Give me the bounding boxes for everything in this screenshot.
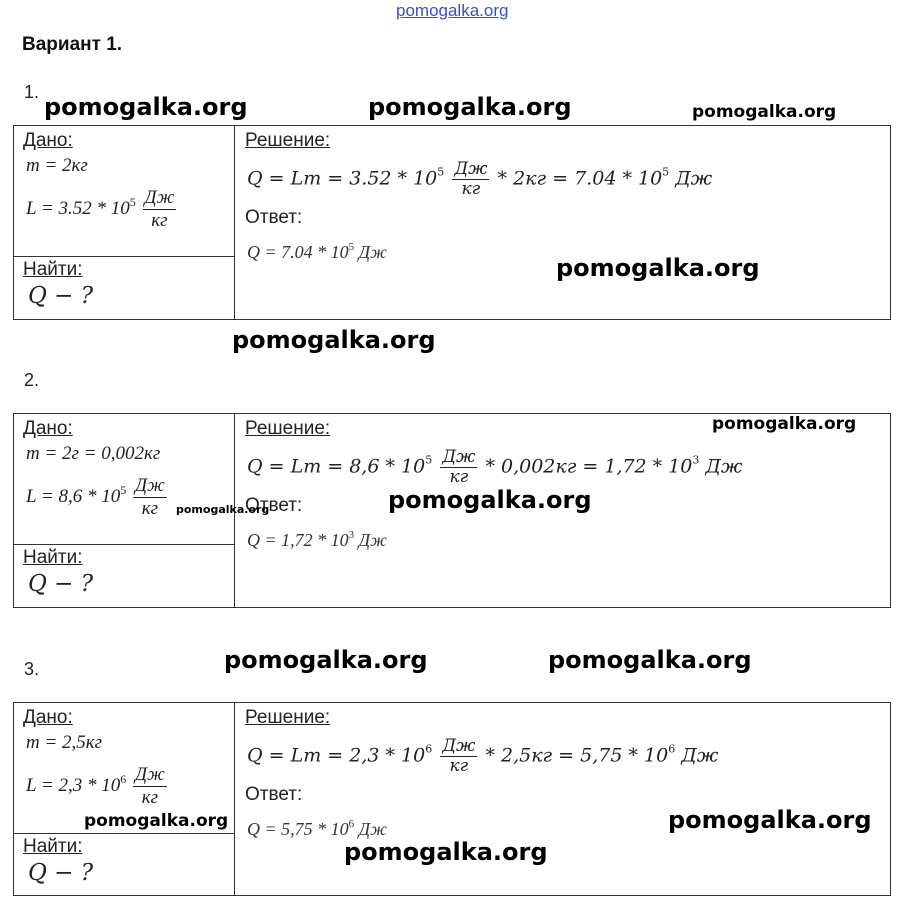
answer-value — [247, 818, 387, 840]
given-heat-coef: L = 2,3 * 10 — [26, 775, 121, 797]
given-section — [14, 126, 234, 257]
given-label: Дано: — [23, 707, 73, 728]
site-link[interactable]: pomogalka.org — [396, 1, 509, 20]
unit-fraction — [133, 476, 167, 520]
answer-unit: Дж — [354, 819, 387, 839]
watermark: pomogalka.org — [712, 414, 857, 434]
solution-column — [235, 703, 890, 895]
given-heat — [26, 765, 169, 809]
unit-fraction — [143, 188, 177, 232]
answer-label: Ответ: — [245, 495, 303, 516]
find-label: Найти: — [23, 547, 83, 568]
answer-value — [247, 529, 387, 551]
unit-numerator: Дж — [454, 159, 488, 179]
equation-exp: 5 — [437, 165, 445, 179]
given-heat — [26, 476, 169, 520]
result-exp: 3 — [692, 453, 700, 467]
find-label: Найти: — [23, 836, 83, 857]
unit-denominator: кг — [449, 466, 469, 487]
given-heat-exp: 5 — [129, 195, 136, 210]
unit-numerator: Дж — [442, 736, 476, 756]
answer-exp: 3 — [348, 529, 355, 541]
watermark: pomogalka.org — [368, 93, 572, 121]
answer-coef: Q = 7.04 * 10 — [247, 242, 349, 262]
variant-title: Вариант 1. — [22, 34, 123, 55]
result-unit: Дж — [669, 167, 713, 190]
watermark: pomogalka.org — [84, 811, 229, 831]
unit-numerator: Дж — [144, 187, 175, 208]
find-quantity: Q − ? — [28, 571, 94, 597]
watermark: pomogalka.org — [548, 646, 752, 674]
find-quantity: Q − ? — [28, 860, 94, 886]
answer-exp: 6 — [348, 818, 355, 830]
equation-right: * 0,002кг = 1,72 * 10 — [485, 455, 693, 478]
answer-unit: Дж — [354, 530, 387, 550]
unit-fraction — [440, 448, 477, 487]
equation-right: * 2,5кг = 5,75 * 10 — [485, 744, 669, 767]
watermark: pomogalka.org — [388, 486, 592, 514]
solution-equation — [247, 160, 712, 199]
unit-denominator: кг — [141, 497, 159, 519]
watermark: pomogalka.org — [556, 254, 760, 282]
watermark: pomogalka.org — [344, 838, 548, 866]
solution-equation — [247, 448, 742, 487]
task-1-table — [13, 125, 891, 320]
unit-denominator: кг — [449, 755, 469, 776]
answer-coef: Q = 1,72 * 10 — [247, 530, 349, 550]
solution-column — [235, 126, 890, 319]
given-mass: m = 2кг — [26, 155, 88, 176]
answer-label: Ответ: — [245, 784, 303, 805]
given-mass: m = 2г = 0,002кг — [26, 443, 161, 464]
solution-label: Решение: — [245, 418, 331, 439]
given-heat — [26, 188, 178, 232]
given-heat-exp: 5 — [120, 483, 127, 498]
equation-exp: 5 — [425, 453, 433, 467]
result-exp: 5 — [662, 165, 670, 179]
equation-left: Q = Lm = 8,6 * 10 — [247, 455, 426, 478]
task-3-table — [13, 702, 891, 896]
equation-right: * 2кг = 7.04 * 10 — [497, 167, 663, 190]
result-unit: Дж — [675, 744, 719, 767]
given-heat-coef: L = 3.52 * 10 — [26, 198, 130, 220]
given-mass: m = 2,5кг — [26, 732, 103, 753]
result-exp: 6 — [668, 742, 676, 756]
solution-equation — [247, 737, 718, 776]
given-column — [14, 126, 235, 319]
answer-unit: Дж — [354, 242, 387, 262]
unit-fraction — [452, 160, 489, 199]
unit-numerator: Дж — [135, 475, 165, 496]
equation-exp: 6 — [425, 742, 433, 756]
answer-value — [247, 241, 387, 263]
given-label: Дано: — [23, 418, 73, 439]
solution-label: Решение: — [245, 130, 331, 151]
unit-denominator: кг — [141, 786, 159, 808]
answer-label: Ответ: — [245, 207, 303, 228]
watermark: pomogalka.org — [668, 806, 872, 834]
unit-denominator: кг — [151, 209, 168, 231]
equation-left: Q = Lm = 3.52 * 10 — [247, 167, 438, 190]
unit-numerator: Дж — [135, 764, 165, 785]
unit-denominator: кг — [461, 178, 481, 199]
answer-coef: Q = 5,75 * 10 — [247, 819, 349, 839]
given-heat-coef: L = 8,6 * 10 — [26, 486, 121, 508]
watermark: pomogalka.org — [44, 93, 248, 121]
find-label: Найти: — [23, 259, 83, 280]
unit-fraction — [133, 765, 167, 809]
equation-left: Q = Lm = 2,3 * 10 — [247, 744, 426, 767]
given-label: Дано: — [23, 130, 73, 151]
task-number: 3. — [24, 659, 40, 679]
answer-exp: 5 — [348, 241, 355, 253]
given-heat-exp: 6 — [120, 772, 127, 787]
task-number: 1. — [24, 82, 40, 102]
watermark: pomogalka.org — [692, 102, 837, 122]
find-quantity: Q − ? — [28, 283, 94, 309]
task-number: 2. — [24, 370, 40, 390]
result-unit: Дж — [699, 455, 743, 478]
watermark: pomogalka.org — [224, 646, 428, 674]
given-column — [14, 703, 235, 895]
given-section — [14, 414, 234, 545]
solution-label: Решение: — [245, 707, 331, 728]
unit-numerator: Дж — [442, 447, 476, 467]
unit-fraction — [440, 737, 477, 776]
watermark: pomogalka.org — [232, 326, 436, 354]
watermark: pomogalka.org — [176, 503, 270, 516]
